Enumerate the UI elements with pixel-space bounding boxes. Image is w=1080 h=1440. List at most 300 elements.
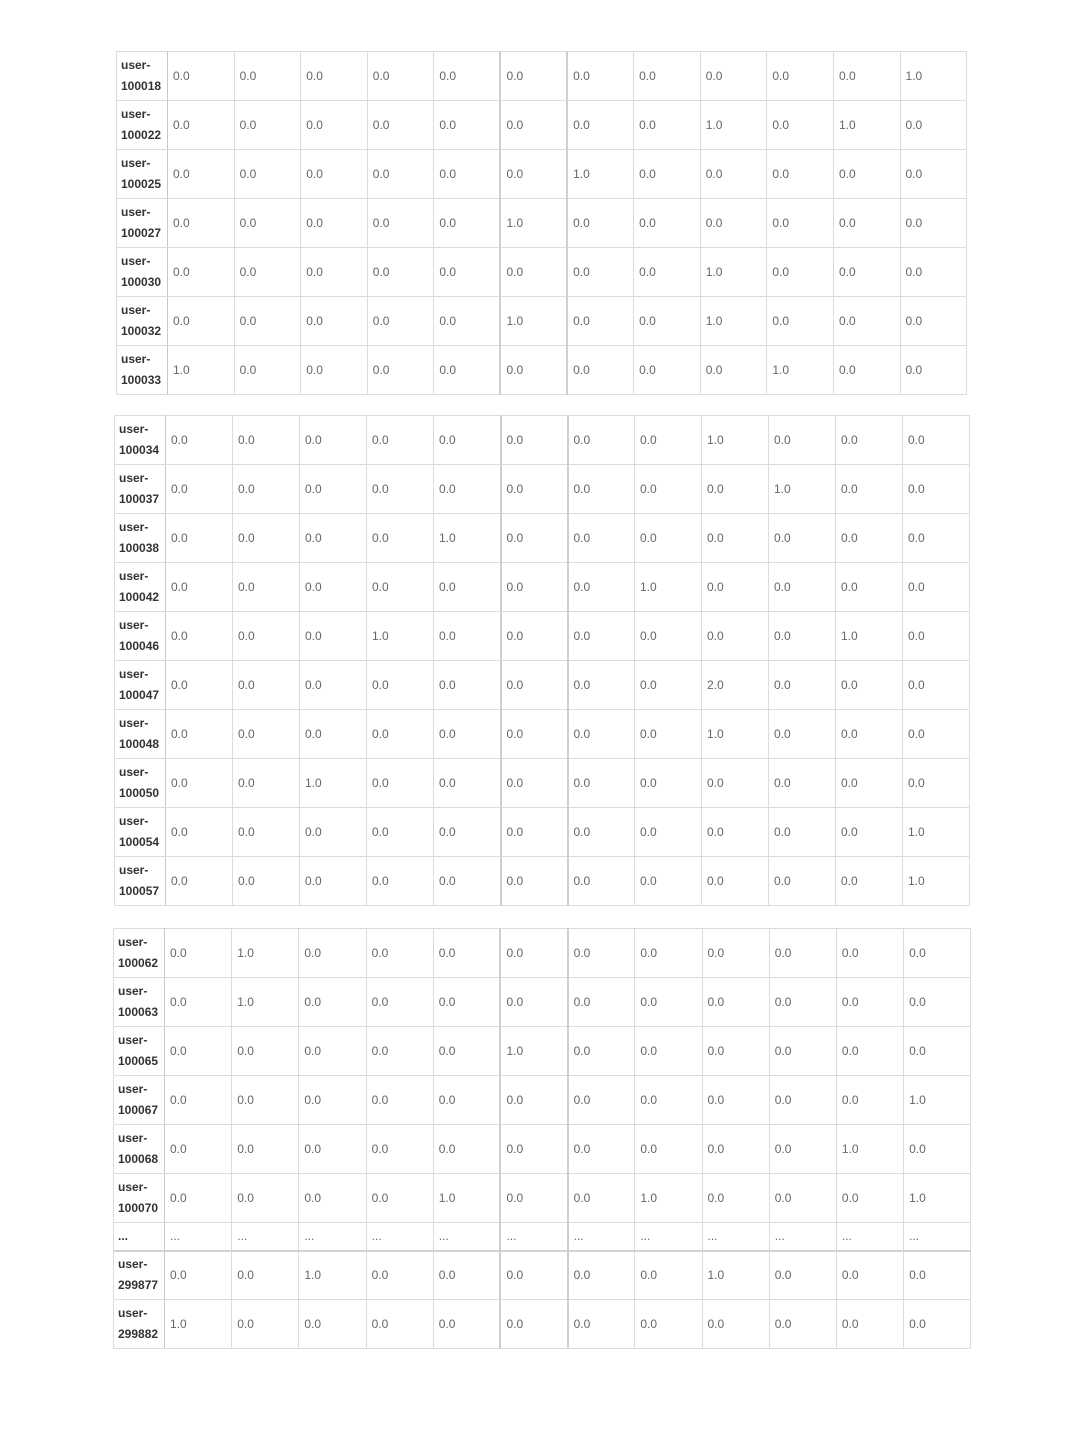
row-label-id: 100037 — [119, 492, 160, 506]
table-cell: 0.0 — [568, 929, 635, 978]
table-cell: 0.0 — [702, 1300, 769, 1349]
row-label-prefix: user- — [118, 1131, 148, 1145]
table-cell: 1.0 — [903, 808, 970, 857]
table-cell: 1.0 — [702, 710, 769, 759]
row-label-id: 100054 — [119, 835, 160, 849]
table-cell: 0.0 — [568, 465, 635, 514]
table-cell: 0.0 — [165, 1076, 232, 1125]
table-cell: 0.0 — [767, 199, 834, 248]
table-cell: 0.0 — [434, 563, 501, 612]
row-label-prefix: user- — [121, 303, 151, 317]
table-cell: 1.0 — [500, 1027, 567, 1076]
row-header — [114, 1174, 165, 1223]
table-cell: 0.0 — [769, 1174, 836, 1223]
table-cell: 0.0 — [904, 929, 971, 978]
table-cell: 0.0 — [904, 1251, 971, 1300]
table-cell: 0.0 — [300, 857, 367, 906]
row-label-prefix: user- — [118, 935, 148, 949]
table-cell: 0.0 — [702, 1076, 769, 1125]
table-cell: 0.0 — [836, 465, 903, 514]
table-cell: 0.0 — [769, 563, 836, 612]
table-row — [115, 416, 970, 465]
table-cell: 0.0 — [232, 1300, 299, 1349]
table-row — [114, 1251, 971, 1300]
table-cell: 0.0 — [769, 710, 836, 759]
table-cell: 0.0 — [568, 612, 635, 661]
table-cell: 0.0 — [634, 248, 701, 297]
table-cell: 0.0 — [366, 1027, 433, 1076]
table-cell: 0.0 — [434, 101, 501, 150]
table-cell: 0.0 — [301, 101, 368, 150]
table-cell: 0.0 — [166, 808, 233, 857]
table-cell: 0.0 — [233, 857, 300, 906]
table-cell: 1.0 — [433, 1174, 500, 1223]
table-cell: ... — [702, 1223, 769, 1251]
table-cell: 0.0 — [767, 101, 834, 150]
table-cell: 0.0 — [635, 612, 702, 661]
table-cell: 0.0 — [301, 150, 368, 199]
row-header — [117, 101, 168, 150]
table-cell: 0.0 — [233, 563, 300, 612]
table-cell: 0.0 — [500, 1125, 567, 1174]
table-cell: 0.0 — [500, 346, 567, 395]
table-cell: ... — [568, 1223, 635, 1251]
table-cell: 2.0 — [702, 661, 769, 710]
table-cell: 0.0 — [833, 297, 900, 346]
table-cell: 0.0 — [900, 101, 967, 150]
table-cell: 1.0 — [232, 978, 299, 1027]
table-cell: 0.0 — [702, 1125, 769, 1174]
table-cell: 0.0 — [233, 661, 300, 710]
table-row — [115, 710, 970, 759]
table-cell: 0.0 — [568, 661, 635, 710]
table-cell: 1.0 — [833, 101, 900, 150]
table-cell: 0.0 — [903, 416, 970, 465]
table-cell: 0.0 — [635, 857, 702, 906]
table-cell: 0.0 — [367, 759, 434, 808]
table-cell: 0.0 — [300, 710, 367, 759]
table-cell: 0.0 — [501, 612, 568, 661]
table-cell: 0.0 — [367, 346, 434, 395]
table-row — [117, 297, 967, 346]
row-header — [117, 248, 168, 297]
row-label-id: 100057 — [119, 884, 160, 898]
table-cell: 1.0 — [232, 929, 299, 978]
table-cell: 0.0 — [635, 710, 702, 759]
table-cell: 0.0 — [903, 514, 970, 563]
table-cell: 0.0 — [769, 514, 836, 563]
table-cell: 0.0 — [367, 514, 434, 563]
row-label-prefix: user- — [119, 863, 149, 877]
table-cell: ... — [299, 1223, 366, 1251]
table-cell: 0.0 — [836, 929, 903, 978]
table-cell: ... — [500, 1223, 567, 1251]
table-cell: ... — [433, 1223, 500, 1251]
table-cell: 0.0 — [367, 465, 434, 514]
table-cell: 0.0 — [769, 978, 836, 1027]
table-cell: 0.0 — [234, 346, 301, 395]
data-table-block-2 — [114, 415, 970, 906]
table-cell: 0.0 — [702, 857, 769, 906]
table-cell: 0.0 — [233, 612, 300, 661]
table-row — [115, 514, 970, 563]
row-label-prefix: user- — [119, 520, 149, 534]
table-cell: 0.0 — [769, 1300, 836, 1349]
table-cell: 1.0 — [367, 612, 434, 661]
row-label-prefix: user- — [121, 107, 151, 121]
table-cell: 0.0 — [232, 1125, 299, 1174]
row-label-id: 100048 — [119, 737, 160, 751]
table-cell: 0.0 — [836, 563, 903, 612]
table-cell: 0.0 — [833, 248, 900, 297]
row-label-id: 100063 — [118, 1005, 159, 1019]
table-cell: 0.0 — [300, 563, 367, 612]
table-cell: 0.0 — [367, 248, 434, 297]
table-cell: 0.0 — [635, 978, 702, 1027]
row-header — [114, 1027, 165, 1076]
table-cell: 0.0 — [767, 248, 834, 297]
table-cell: 0.0 — [168, 248, 235, 297]
table-cell: 0.0 — [366, 978, 433, 1027]
table-cell: 0.0 — [500, 1076, 567, 1125]
row-label-id: 100030 — [121, 275, 162, 289]
table-cell: 0.0 — [568, 710, 635, 759]
table-cell: 1.0 — [567, 150, 634, 199]
table-cell: 0.0 — [500, 1300, 567, 1349]
table-cell: 0.0 — [635, 929, 702, 978]
table-cell: 0.0 — [233, 759, 300, 808]
data-table-block-3 — [113, 928, 971, 1349]
table-cell: 1.0 — [769, 465, 836, 514]
row-label-ellipsis: ... — [118, 1229, 129, 1244]
table-cell: 0.0 — [299, 1300, 366, 1349]
table-row — [115, 465, 970, 514]
table-cell: 0.0 — [702, 514, 769, 563]
table-row — [115, 857, 970, 906]
table-row — [117, 150, 967, 199]
table-cell: 0.0 — [904, 1027, 971, 1076]
table-cell: 0.0 — [367, 563, 434, 612]
table-row — [117, 199, 967, 248]
table-cell: 1.0 — [500, 199, 567, 248]
table-cell: 0.0 — [702, 1027, 769, 1076]
table-cell: 0.0 — [166, 612, 233, 661]
table-cell: 0.0 — [568, 1125, 635, 1174]
table-cell: 0.0 — [903, 710, 970, 759]
table-cell: 0.0 — [299, 1174, 366, 1223]
row-header — [115, 563, 166, 612]
row-header — [114, 1300, 165, 1349]
table-cell: 0.0 — [836, 1027, 903, 1076]
table-cell: 0.0 — [233, 514, 300, 563]
table-cell: 1.0 — [836, 612, 903, 661]
table-cell: 0.0 — [166, 710, 233, 759]
row-label-prefix: user- — [118, 984, 148, 998]
table-cell: 0.0 — [568, 1027, 635, 1076]
table-cell: 0.0 — [367, 101, 434, 150]
table-cell: 0.0 — [166, 759, 233, 808]
table-cell: 0.0 — [635, 808, 702, 857]
table-row — [117, 248, 967, 297]
row-label-id: 100062 — [118, 956, 159, 970]
table-cell: 0.0 — [168, 150, 235, 199]
table-cell: 0.0 — [434, 297, 501, 346]
table-cell: 0.0 — [434, 808, 501, 857]
table-cell: 0.0 — [234, 101, 301, 150]
table-cell: 0.0 — [568, 1300, 635, 1349]
row-label-prefix: user- — [118, 1033, 148, 1047]
table-cell: 0.0 — [900, 199, 967, 248]
table-cell: 0.0 — [903, 612, 970, 661]
row-header — [117, 52, 168, 101]
table-cell: 0.0 — [900, 346, 967, 395]
table-cell: 0.0 — [168, 52, 235, 101]
row-header — [115, 661, 166, 710]
table-cell: 0.0 — [904, 1300, 971, 1349]
row-label-id: 299882 — [118, 1327, 159, 1341]
row-header — [115, 710, 166, 759]
table-cell: 0.0 — [568, 514, 635, 563]
table-cell: 1.0 — [168, 346, 235, 395]
table-cell: 0.0 — [836, 1300, 903, 1349]
row-label-id: 299877 — [118, 1278, 159, 1293]
row-label-id: 100033 — [121, 373, 162, 387]
table-cell: 0.0 — [769, 661, 836, 710]
table-cell: 1.0 — [500, 297, 567, 346]
table-cell: 0.0 — [433, 1300, 500, 1349]
table-cell: 0.0 — [836, 1076, 903, 1125]
table-cell: 0.0 — [635, 1300, 702, 1349]
table-cell: 0.0 — [635, 1251, 702, 1300]
table-cell: 0.0 — [434, 661, 501, 710]
table-cell: 0.0 — [301, 52, 368, 101]
row-header — [115, 857, 166, 906]
table-cell: 0.0 — [767, 297, 834, 346]
table-cell: 0.0 — [702, 929, 769, 978]
table-row — [114, 1076, 971, 1125]
table-cell: 0.0 — [500, 101, 567, 150]
table-row — [114, 978, 971, 1027]
row-label-id: 100034 — [119, 443, 160, 457]
table-cell: 0.0 — [769, 1251, 836, 1300]
table-cell: 0.0 — [635, 416, 702, 465]
table-cell: 0.0 — [767, 150, 834, 199]
row-header — [117, 297, 168, 346]
table-cell: 0.0 — [300, 465, 367, 514]
table-cell: 0.0 — [904, 978, 971, 1027]
row-label-prefix: user- — [119, 569, 149, 583]
row-label-prefix: user- — [121, 58, 151, 72]
table-cell: 0.0 — [434, 710, 501, 759]
table-cell: 0.0 — [234, 248, 301, 297]
table-row — [114, 1027, 971, 1076]
table-cell: 0.0 — [500, 978, 567, 1027]
table-cell: 0.0 — [833, 199, 900, 248]
table-cell: 1.0 — [700, 248, 767, 297]
table-cell: 0.0 — [434, 346, 501, 395]
table-cell: 0.0 — [568, 857, 635, 906]
table-cell: 0.0 — [769, 1027, 836, 1076]
table-cell: 0.0 — [434, 465, 501, 514]
table-cell: 0.0 — [367, 661, 434, 710]
table-cell: 0.0 — [500, 52, 567, 101]
table-cell: 0.0 — [434, 612, 501, 661]
table-cell: 0.0 — [232, 1174, 299, 1223]
table-cell: 0.0 — [367, 150, 434, 199]
table-cell: 0.0 — [836, 808, 903, 857]
table-cell: 0.0 — [567, 52, 634, 101]
table-cell: 0.0 — [366, 1251, 433, 1300]
table-cell: 0.0 — [434, 857, 501, 906]
table-cell: 0.0 — [568, 1076, 635, 1125]
table-cell: 0.0 — [301, 248, 368, 297]
table-row — [114, 1125, 971, 1174]
row-label-prefix: user- — [118, 1257, 148, 1272]
table-cell: 0.0 — [434, 248, 501, 297]
table-cell: 0.0 — [232, 1251, 299, 1300]
row-header — [114, 978, 165, 1027]
table-cell: 0.0 — [166, 563, 233, 612]
table-cell: 0.0 — [366, 929, 433, 978]
table-cell: 0.0 — [634, 346, 701, 395]
row-header — [117, 346, 168, 395]
row-label-prefix: user- — [118, 1082, 148, 1096]
row-header — [115, 514, 166, 563]
table-cell: 0.0 — [434, 150, 501, 199]
table-cell: 0.0 — [165, 1251, 232, 1300]
table-cell: 1.0 — [635, 563, 702, 612]
table-cell: 0.0 — [500, 1174, 567, 1223]
data-table-block-1 — [116, 51, 967, 395]
table-cell: 0.0 — [233, 710, 300, 759]
table-cell: 1.0 — [700, 101, 767, 150]
table-row — [114, 929, 971, 978]
table-cell: 1.0 — [702, 1251, 769, 1300]
table-cell: 0.0 — [836, 1174, 903, 1223]
table-cell: 0.0 — [434, 199, 501, 248]
table-cell: 0.0 — [165, 978, 232, 1027]
row-label-id: 100068 — [118, 1152, 159, 1166]
table-cell: 0.0 — [900, 297, 967, 346]
table-cell: 0.0 — [833, 150, 900, 199]
row-label-id: 100047 — [119, 688, 160, 702]
row-header — [114, 1125, 165, 1174]
table-cell: 0.0 — [366, 1174, 433, 1223]
table-cell: 0.0 — [233, 808, 300, 857]
table-cell: 0.0 — [234, 297, 301, 346]
table-cell: 1.0 — [904, 1076, 971, 1125]
table-cell: 0.0 — [904, 1125, 971, 1174]
table-cell: 0.0 — [700, 52, 767, 101]
table-cell: 0.0 — [166, 514, 233, 563]
table-cell: 0.0 — [635, 661, 702, 710]
table-cell: ... — [904, 1223, 971, 1251]
row-label-prefix: user- — [121, 156, 151, 170]
table-cell: 0.0 — [836, 710, 903, 759]
table-cell: 0.0 — [501, 857, 568, 906]
table-cell: 0.0 — [702, 465, 769, 514]
row-label-id: 100032 — [121, 324, 162, 338]
row-label-prefix: user- — [119, 814, 149, 828]
table-cell: 0.0 — [568, 808, 635, 857]
table-cell: 0.0 — [567, 297, 634, 346]
table-cell: 1.0 — [434, 514, 501, 563]
table-cell: 0.0 — [900, 150, 967, 199]
table-cell: 0.0 — [367, 808, 434, 857]
table-cell: 0.0 — [299, 978, 366, 1027]
table-cell: ... — [165, 1223, 232, 1251]
table-cell: 0.0 — [301, 346, 368, 395]
table-cell: 0.0 — [702, 759, 769, 808]
table-cell: 0.0 — [367, 52, 434, 101]
table-cell: 0.0 — [501, 563, 568, 612]
table-cell: 0.0 — [366, 1125, 433, 1174]
table-cell: 0.0 — [299, 1076, 366, 1125]
row-label-id: 100018 — [121, 79, 162, 93]
row-label-prefix: user- — [119, 716, 149, 730]
table-cell: 0.0 — [568, 1251, 635, 1300]
row-header — [115, 808, 166, 857]
table-cell: 0.0 — [301, 297, 368, 346]
row-label-id: 100042 — [119, 590, 160, 604]
table-cell: 0.0 — [635, 759, 702, 808]
table-row — [117, 52, 967, 101]
table-row — [115, 759, 970, 808]
table-cell: 0.0 — [903, 661, 970, 710]
table-cell: 0.0 — [769, 416, 836, 465]
table-cell: 0.0 — [166, 465, 233, 514]
table-cell: 0.0 — [702, 612, 769, 661]
table-cell: 0.0 — [635, 1125, 702, 1174]
row-label-prefix: user- — [119, 765, 149, 779]
table-cell: 1.0 — [836, 1125, 903, 1174]
table-cell: 0.0 — [168, 297, 235, 346]
table-row — [117, 101, 967, 150]
ellipsis-row — [114, 1223, 971, 1251]
table-cell: 0.0 — [702, 1174, 769, 1223]
row-header — [114, 1223, 165, 1251]
table-cell: 0.0 — [634, 101, 701, 150]
table-cell: 1.0 — [300, 759, 367, 808]
row-label-id: 100046 — [119, 639, 160, 653]
row-label-prefix: user- — [119, 422, 149, 436]
table-cell: 0.0 — [769, 857, 836, 906]
table-cell: 0.0 — [168, 199, 235, 248]
table-cell: 0.0 — [234, 52, 301, 101]
table-cell: 0.0 — [568, 416, 635, 465]
table-cell: 0.0 — [769, 612, 836, 661]
table-cell: 1.0 — [903, 857, 970, 906]
table-cell: 0.0 — [501, 465, 568, 514]
table-cell: 0.0 — [300, 416, 367, 465]
table-cell: 0.0 — [567, 199, 634, 248]
table-cell: 1.0 — [635, 1174, 702, 1223]
table-cell: 1.0 — [165, 1300, 232, 1349]
table-cell: 0.0 — [567, 248, 634, 297]
table-cell: 0.0 — [300, 514, 367, 563]
table-cell: 0.0 — [836, 661, 903, 710]
table-cell: 1.0 — [767, 346, 834, 395]
table-row — [114, 1300, 971, 1349]
table-cell: 0.0 — [836, 416, 903, 465]
table-cell: 0.0 — [700, 346, 767, 395]
table-cell: 0.0 — [367, 199, 434, 248]
table-cell: 0.0 — [233, 465, 300, 514]
table-cell: 0.0 — [568, 1174, 635, 1223]
table-cell: 1.0 — [700, 297, 767, 346]
table-cell: 0.0 — [567, 346, 634, 395]
table-cell: 0.0 — [500, 248, 567, 297]
